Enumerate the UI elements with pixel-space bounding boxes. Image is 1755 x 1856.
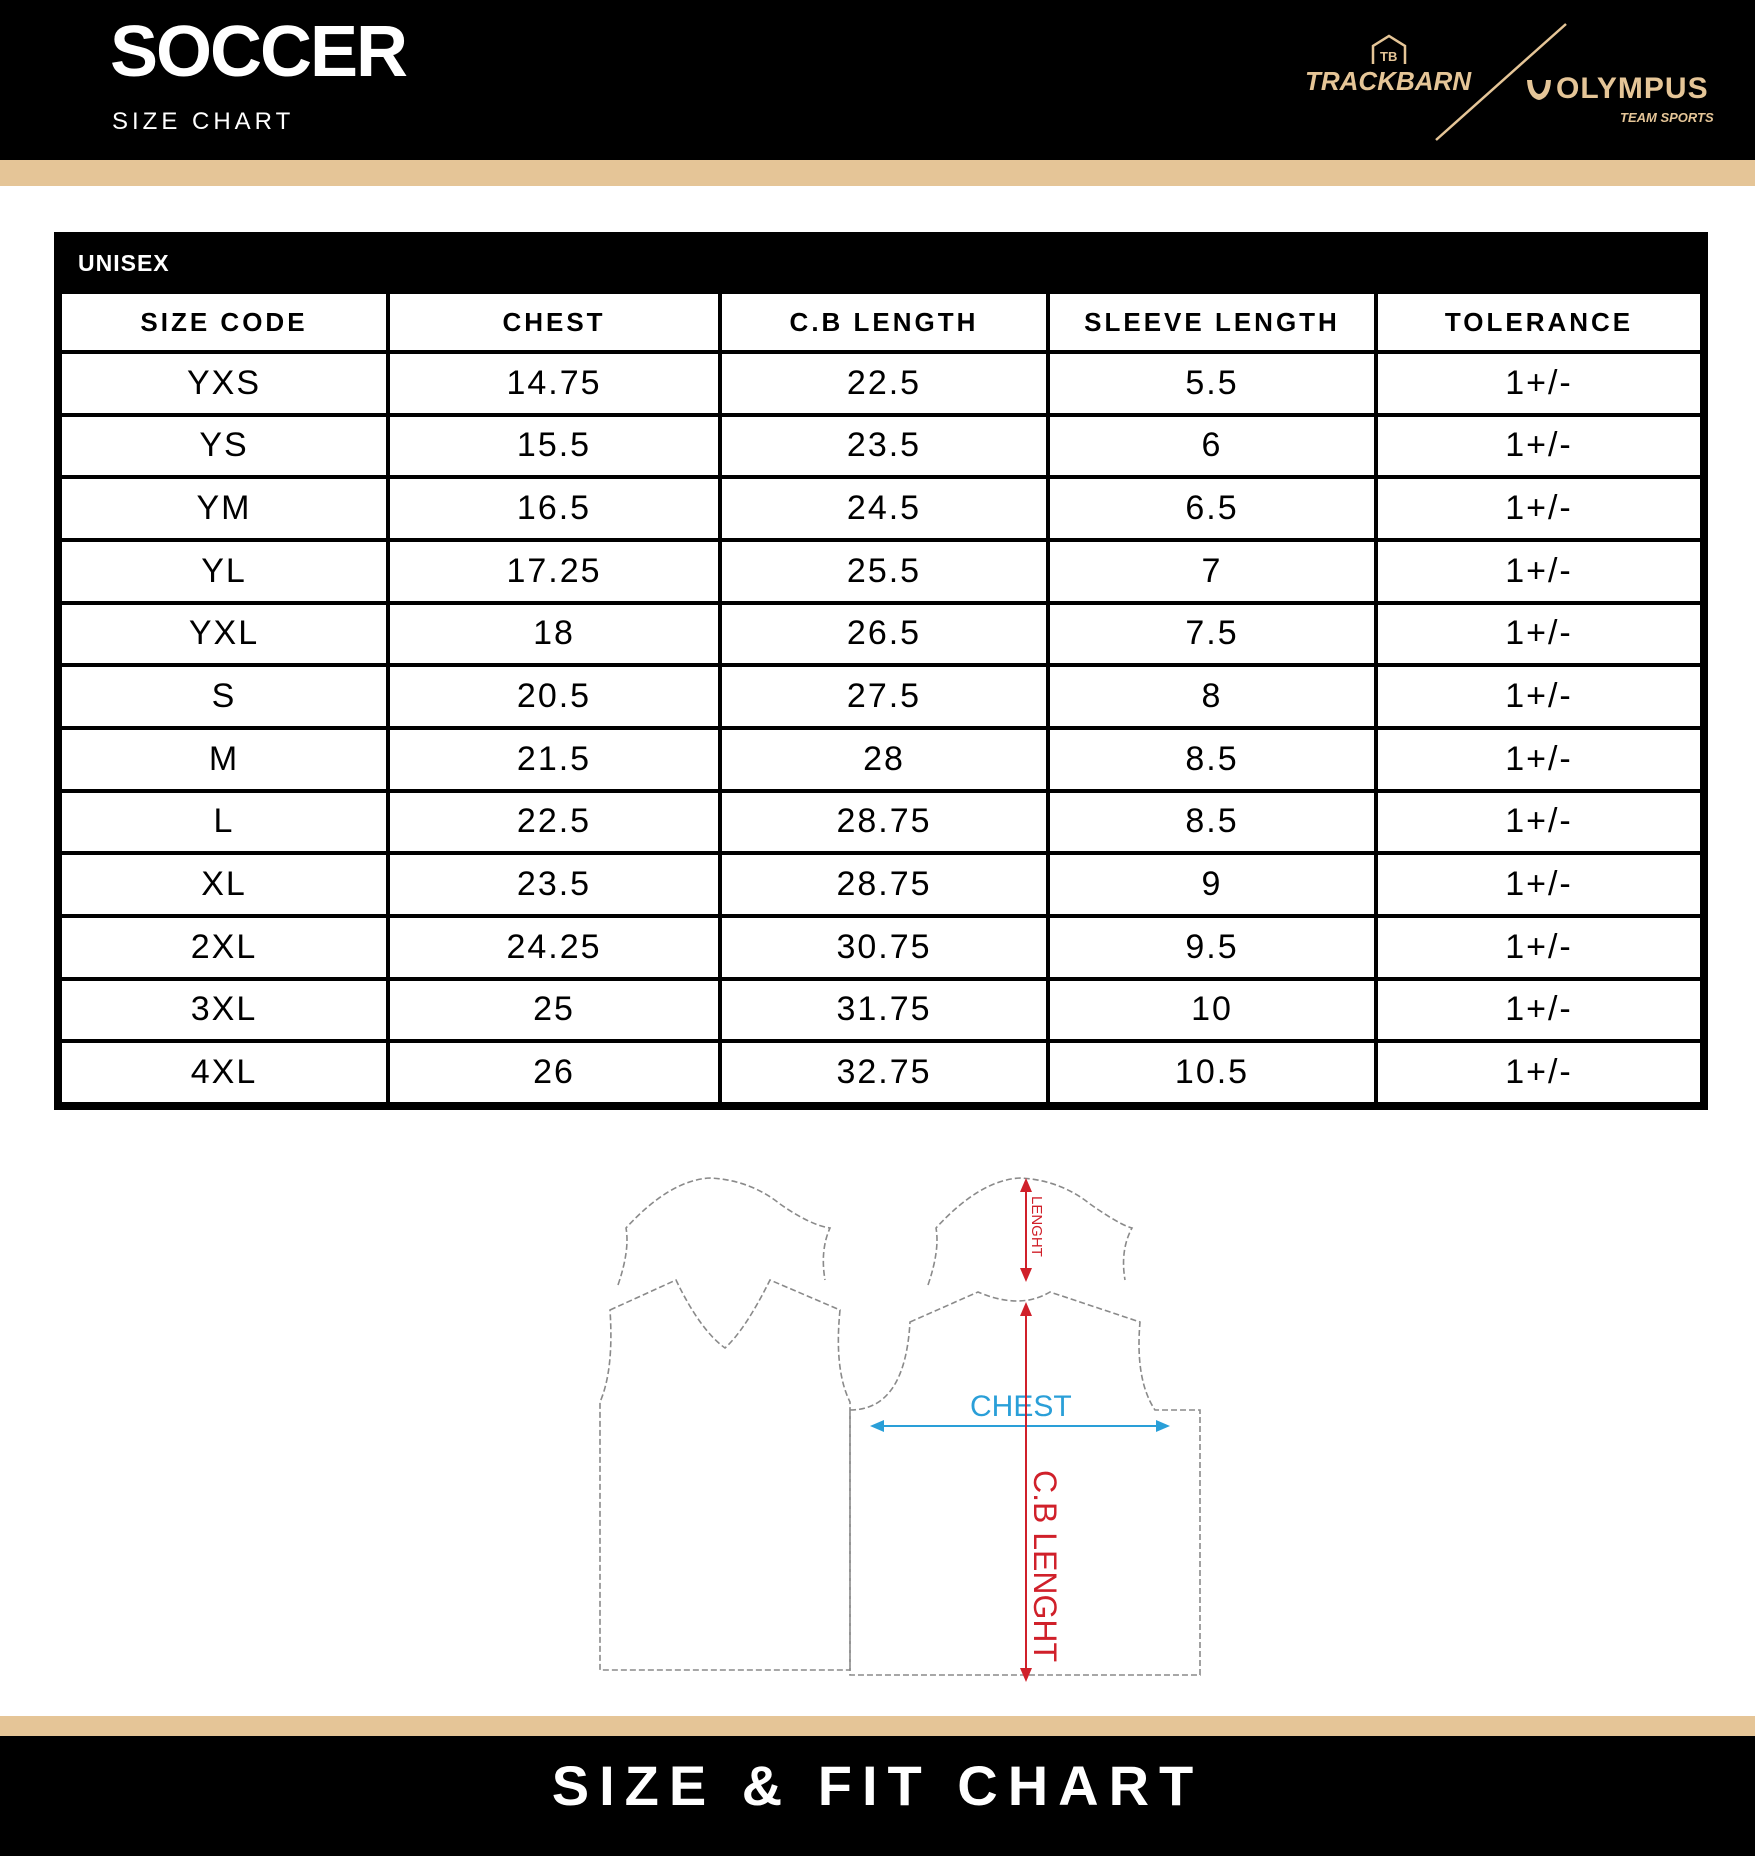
table-cell: 7.5 — [1050, 605, 1374, 664]
olympus-tagline: TEAM SPORTS — [1620, 110, 1714, 125]
table-cell: 2XL — [62, 918, 386, 977]
table-cell: 30.75 — [722, 918, 1046, 977]
column-header: TOLERANCE — [1378, 294, 1700, 350]
table-cell: 1+/- — [1378, 479, 1700, 538]
table-cell: 3XL — [62, 981, 386, 1040]
table-cell: 1+/- — [1378, 1043, 1700, 1102]
table-row — [62, 918, 1700, 977]
table-row — [62, 354, 1700, 413]
front-body-outline — [600, 1280, 850, 1670]
table-cell: 8 — [1050, 667, 1374, 726]
page-title: SOCCER — [110, 12, 407, 92]
column-header: CHEST — [390, 294, 718, 350]
olympus-logo — [1520, 70, 1720, 130]
table-row — [62, 667, 1700, 726]
column-header: C.B LENGTH — [722, 294, 1046, 350]
table-cell: 24.5 — [722, 479, 1046, 538]
table-cell: 1+/- — [1378, 354, 1700, 413]
table-cell: 9.5 — [1050, 918, 1374, 977]
table-cell: 32.75 — [722, 1043, 1046, 1102]
sleeve-length-label: LENGHT — [1028, 1196, 1045, 1257]
table-cell: 26 — [390, 1043, 718, 1102]
table-row — [62, 479, 1700, 538]
svg-text:TB: TB — [1380, 49, 1398, 64]
table-cell: 6 — [1050, 417, 1374, 476]
table-cell: 23.5 — [722, 417, 1046, 476]
footer-bar — [0, 1736, 1755, 1856]
table-row — [62, 730, 1700, 789]
table-cell: 6.5 — [1050, 479, 1374, 538]
page-subtitle: SIZE CHART — [112, 108, 295, 135]
table-cell: 8.5 — [1050, 793, 1374, 852]
table-cell: 10.5 — [1050, 1043, 1374, 1102]
olympus-wordmark: OLYMPUS — [1556, 72, 1709, 105]
table-cell: 1+/- — [1378, 793, 1700, 852]
size-table — [58, 290, 1704, 1106]
table-cell: 17.25 — [390, 542, 718, 601]
table-cell: 28 — [722, 730, 1046, 789]
table-cell: 25 — [390, 981, 718, 1040]
trackbarn-wordmark: TRACKBARN — [1305, 66, 1472, 96]
table-cell: 22.5 — [722, 354, 1046, 413]
table-cell: 20.5 — [390, 667, 718, 726]
column-header: SLEEVE LENGTH — [1050, 294, 1374, 350]
table-cell: 1+/- — [1378, 981, 1700, 1040]
table-row — [62, 1043, 1700, 1102]
header-accent-band — [0, 160, 1755, 186]
table-cell: 5.5 — [1050, 354, 1374, 413]
table-cell: YL — [62, 542, 386, 601]
table-cell: 23.5 — [390, 855, 718, 914]
table-cell: 22.5 — [390, 793, 718, 852]
chest-label: CHEST — [970, 1390, 1072, 1423]
size-table-panel — [54, 232, 1708, 1110]
table-cell: L — [62, 793, 386, 852]
table-cell: 21.5 — [390, 730, 718, 789]
table-cell: 1+/- — [1378, 542, 1700, 601]
table-cell: 14.75 — [390, 354, 718, 413]
table-row — [62, 417, 1700, 476]
table-cell: 15.5 — [390, 417, 718, 476]
table-cell: 10 — [1050, 981, 1374, 1040]
footer-accent-band — [0, 1716, 1755, 1736]
table-row — [62, 981, 1700, 1040]
olympus-mark-icon — [1524, 76, 1554, 106]
table-cell: 18 — [390, 605, 718, 664]
table-cell: 25.5 — [722, 542, 1046, 601]
barn-icon — [1369, 34, 1409, 66]
table-cell: YXL — [62, 605, 386, 664]
table-cell: 1+/- — [1378, 605, 1700, 664]
column-header: SIZE CODE — [62, 294, 386, 350]
footer-title: SIZE & FIT CHART — [551, 1754, 1204, 1817]
front-sleeve-outline — [618, 1178, 830, 1285]
table-row — [62, 855, 1700, 914]
table-cell: 26.5 — [722, 605, 1046, 664]
table-cell: 8.5 — [1050, 730, 1374, 789]
cb-length-label: C.B LENGHT — [1027, 1470, 1063, 1663]
table-cell: 1+/- — [1378, 730, 1700, 789]
table-cell: 1+/- — [1378, 855, 1700, 914]
table-cell: 1+/- — [1378, 667, 1700, 726]
header-bar — [0, 0, 1755, 160]
table-cell: 4XL — [62, 1043, 386, 1102]
table-cell: 1+/- — [1378, 417, 1700, 476]
table-cell: M — [62, 730, 386, 789]
table-cell: S — [62, 667, 386, 726]
table-cell: 28.75 — [722, 855, 1046, 914]
garment-diagram — [580, 1140, 1220, 1700]
table-cell: YXS — [62, 354, 386, 413]
table-cell: XL — [62, 855, 386, 914]
table-cell: 27.5 — [722, 667, 1046, 726]
table-cell: YM — [62, 479, 386, 538]
table-cell: 9 — [1050, 855, 1374, 914]
table-cell: 24.25 — [390, 918, 718, 977]
table-row — [62, 793, 1700, 852]
table-row — [62, 605, 1700, 664]
table-group-label: UNISEX — [78, 250, 170, 276]
table-cell: 31.75 — [722, 981, 1046, 1040]
table-cell: 7 — [1050, 542, 1374, 601]
table-row — [62, 542, 1700, 601]
table-cell: 16.5 — [390, 479, 718, 538]
table-cell: 1+/- — [1378, 918, 1700, 977]
table-header-row — [62, 294, 1700, 350]
table-cell: YS — [62, 417, 386, 476]
table-cell: 28.75 — [722, 793, 1046, 852]
